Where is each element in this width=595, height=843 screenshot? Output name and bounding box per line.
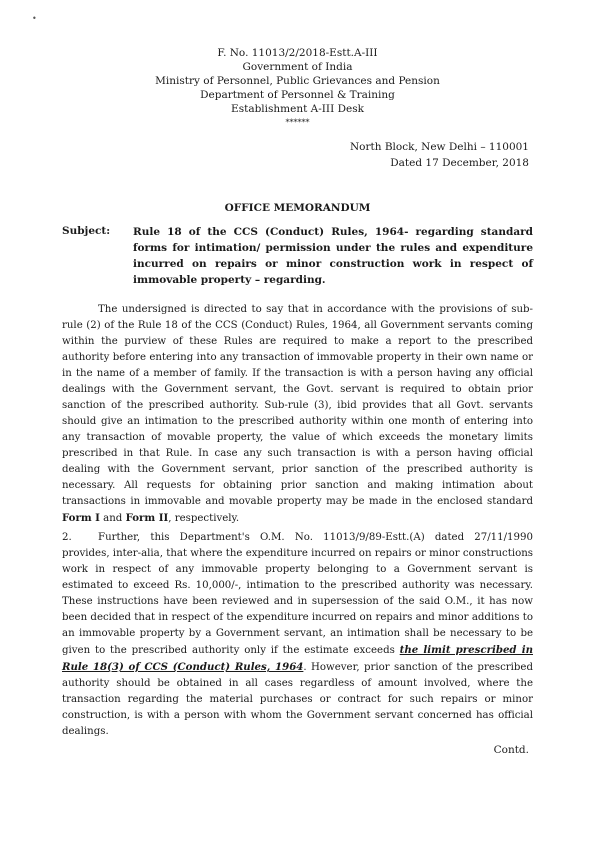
form-2-ref: Form II — [125, 512, 169, 524]
paragraph-2 — [62, 530, 533, 740]
office-location: North Block, New Delhi – 110001 — [349, 141, 529, 153]
file-number: F. No. 11013/2/2018-Estt.A-III — [217, 47, 378, 59]
subject-label: Subject: — [62, 225, 111, 237]
paragraph-2-text-b: . However, prior sanction of the prescribed authority should be obtained in all cases regardless of amount involved, where the transaction regarding the material purchases or contract for such repairs or minor construction, is with a person with whom the Government servant concerned has official dealings. — [62, 662, 533, 737]
paragraph-2-number: 2. — [62, 532, 72, 543]
stars-divider: ****** — [285, 118, 310, 127]
form-1-ref: Form I — [62, 512, 100, 524]
subject-text: Rule 18 of the CCS (Conduct) Rules, 1964- regarding standard forms for intimation/ permission under the rules and expenditure incurred on repairs or minor construction work in respect of immovable property – regarding. — [133, 226, 533, 286]
continued-label: Contd. — [493, 744, 529, 756]
scan-mark: • — [32, 14, 37, 23]
department-name: Department of Personnel & Training — [200, 89, 395, 101]
rule-reference: the limit prescribed in Rule 18(3) of CCS (Conduct) Rules, 1964 — [62, 644, 533, 673]
ministry-name: Ministry of Personnel, Public Grievances and Pension — [155, 75, 440, 87]
paragraph-1-end: , respectively. — [168, 513, 240, 524]
paragraph-1-and: and — [99, 513, 126, 524]
paragraph-1-text: The undersigned is directed to say that in accordance with the provisions of sub-rule (2) of the Rule 18 of the CCS (Conduct) Rules, 1964, all Government servants coming within the purview of these Rules are required to make a report to the prescribed authority before entering into any transaction of immovable property in their own name or in the name of a member of family. If the transaction is with a person having any official dealings with the Government servant, the Govt. servant is required to obtain prior sanction of the prescribed authority. Sub-rule (3), ibid provides that all Govt. servants should give an intimation to the prescribed authority within one month of entering into any transaction of movable property, the value of which exceeds the monetary limits prescribed in that Rule. In case any such transaction is with a person having official dealing with the Government servant, prior sanction of the prescribed authority is necessary. All requests for obtaining prior sanction and making intimation about transactions in immovable and movable property may be made in the enclosed standard — [62, 304, 533, 507]
paragraph-2-text-a: Further, this Department's O.M. No. 11013/9/89-Estt.(A) dated 27/11/1990 provides, inter-alia, that where the expenditure incurred on repairs or minor constructions work in respect of any immovable property belonging to a Government servant is estimated to exceed Rs. 10,000/-, intimation to the prescribed authority was necessary. These instructions have been reviewed and in supersession of the said O.M., it has now been decided that in respect of the expenditure incurred on repairs and minor additions to an immovable property by a Government servant, an intimation shall be necessary to be given to the prescribed authority only if the estimate exceeds — [62, 532, 533, 656]
memo-title: OFFICE MEMORANDUM — [224, 202, 371, 214]
paragraph-1 — [62, 302, 533, 527]
desk-name: Establishment A-III Desk — [231, 103, 364, 115]
government-name: Government of India — [242, 61, 353, 73]
memo-date: Dated 17 December, 2018 — [390, 157, 529, 169]
